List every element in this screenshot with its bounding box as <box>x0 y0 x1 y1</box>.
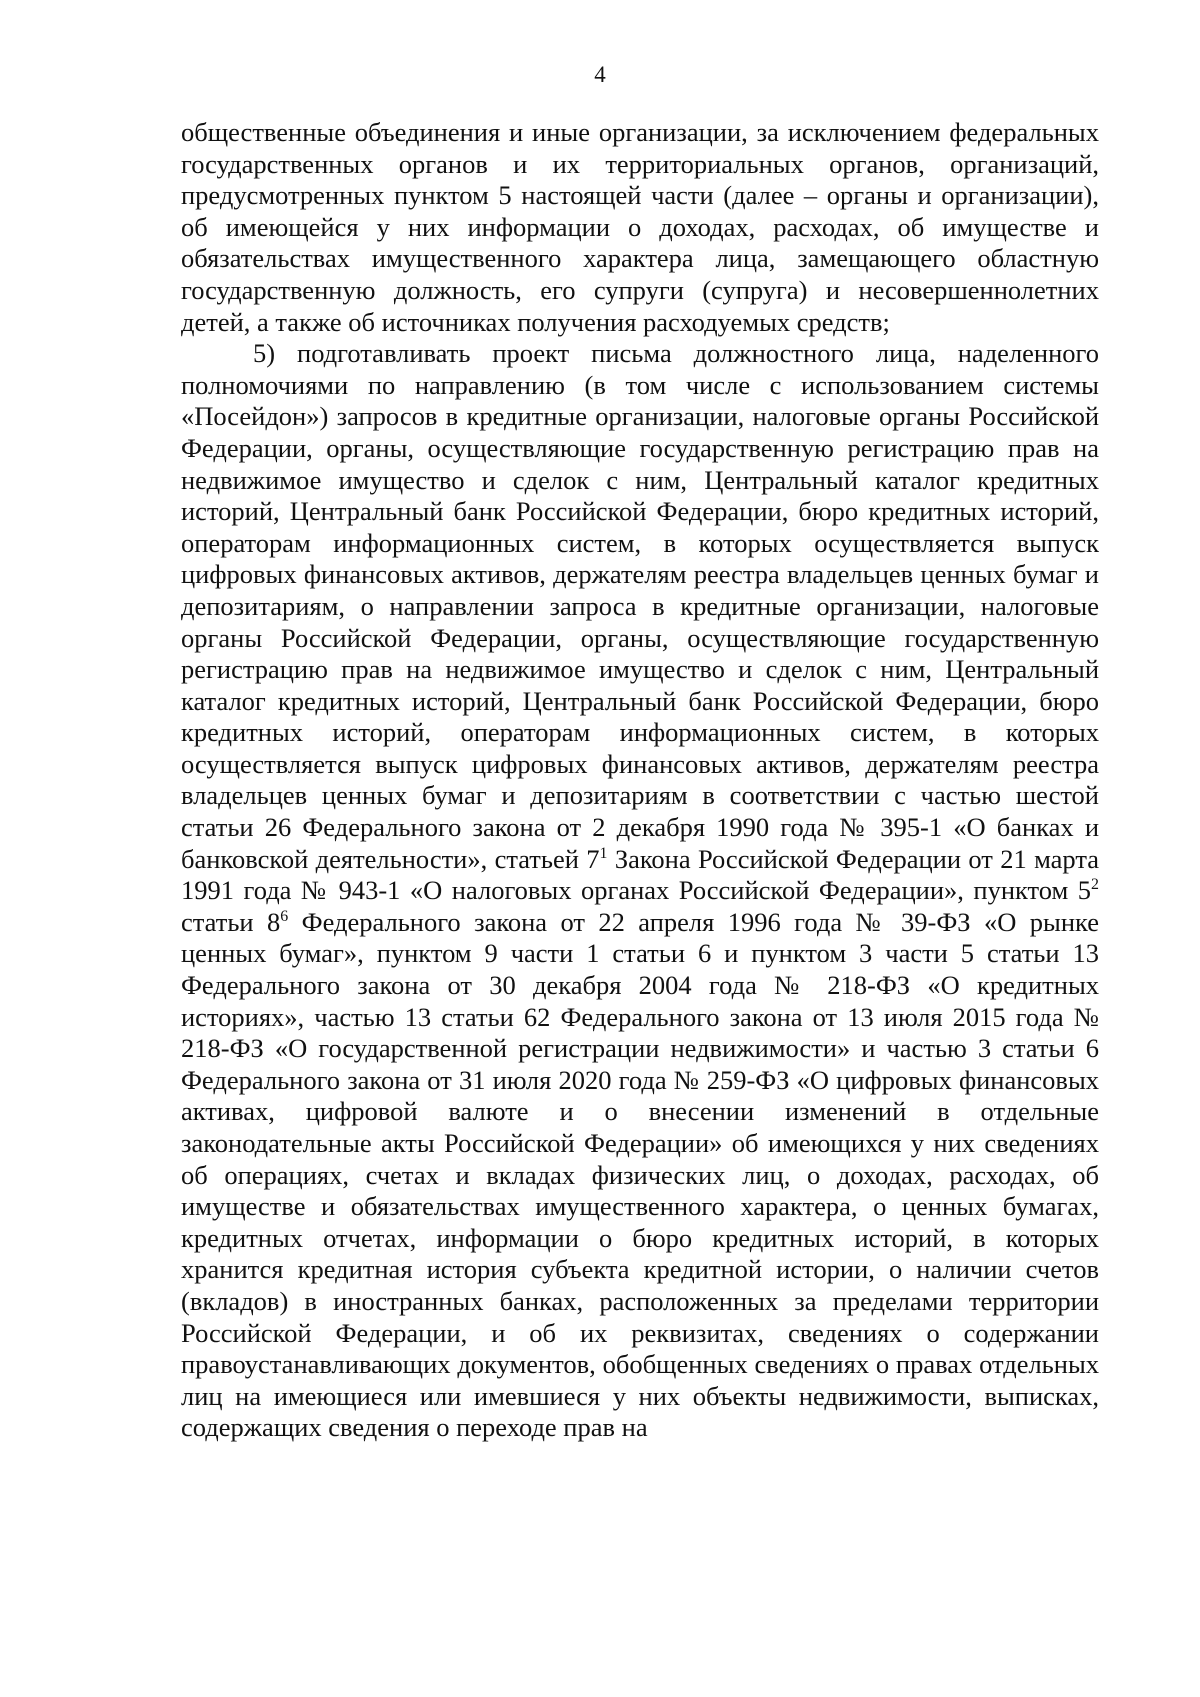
paragraph-text: Закона Российской Федерации от 21 марта 1991 года № 943-1 «О налоговых органах Российской Федерации», пунктом 5 <box>181 843 1099 906</box>
superscript: 6 <box>280 908 289 926</box>
document-body <box>181 117 1099 1444</box>
paragraph-text: общественные объединения и иные организации, за исключением федеральных государственных органов и их территориальных органов, организаций, предусмотренных пунктом 5 настоящей части (далее – органы и организации), об имеющейся у них информации о доходах, расходах, об имуществе и обязательствах имущественного характера лица, замещающего областную государственную должность, его супруги (супруга) и несовершеннолетних детей, а также об источниках получения расходуемых средств; <box>181 117 1099 337</box>
paragraph-text: статьи 8 <box>181 906 281 937</box>
paragraph <box>181 338 1099 1444</box>
page-number: 4 <box>594 62 606 87</box>
superscript: 2 <box>1091 876 1099 894</box>
paragraph-text: 5) подготавливать проект письма должностного лица, наделенного полномочиями по направлению (в том числе с использованием системы «Посейдон») запросов в кредитные организации, налоговые органы Российской Федерации, органы, осуществляющие государственную регистрацию прав на недвижимое имущество и сделок с ним, Центральный каталог кредитных историй, Центральный банк Российской Федерации, бюро кредитных историй, операторам информационных систем, в которых осуществляется выпуск цифровых финансовых активов, держателям реестра владельцев ценных бумаг и депозитариям, о направлении запроса в кредитные организации, налоговые органы Российской Федерации, органы, осуществляющие государственную регистрацию прав на недвижимое имущество и сделок с ним, Центральный каталог кредитных историй, Центральный банк Российской Федерации, бюро кредитных историй, операторам информационных систем, в которых осуществляется выпуск цифровых финансовых активов, держателям реестра владельцев ценных бумаг и депозитариям в соответствии с частью шестой статьи 26 Федерального закона от 2 декабря 1990 года № 395-1 «О банках и банковской деятельности», статьей 7 <box>181 338 1099 874</box>
paragraph <box>181 117 1099 338</box>
paragraph-text: Федерального закона от 22 апреля 1996 года № 39-ФЗ «О рынке ценных бумаг», пунктом 9 части 1 статьи 6 и пунктом 3 части 5 статьи 13 Федерального закона от 30 декабря 2004 года № 218-ФЗ «О кредитных историях», частью 13 статьи 62 Федерального закона от 13 июля 2015 года № 218-ФЗ «О государственной регистрации недвижимости» и частью 3 статьи 6 Федерального закона от 31 июля 2020 года № 259-ФЗ «О цифровых финансовых активах, цифровой валюте и о внесении изменений в отдельные законодательные акты Российской Федерации» об имеющихся у них сведениях об операциях, счетах и вкладах физических лиц, о доходах, расходах, об имуществе и обязательствах имущественного характера, о ценных бумагах, кредитных отчетах, информации о бюро кредитных историй, в которых хранится кредитная история субъекта кредитной истории, о наличии счетов (вкладов) в иностранных банках, расположенных за пределами территории Российской Федерации, и об их реквизитах, сведениях о содержании правоустанавливающих документов, обобщенных сведениях о правах отдельных лиц на имеющиеся или имевшиеся у них объекты недвижимости, выписках, содержащих сведения о переходе прав на <box>181 906 1099 1443</box>
superscript: 1 <box>599 844 608 862</box>
